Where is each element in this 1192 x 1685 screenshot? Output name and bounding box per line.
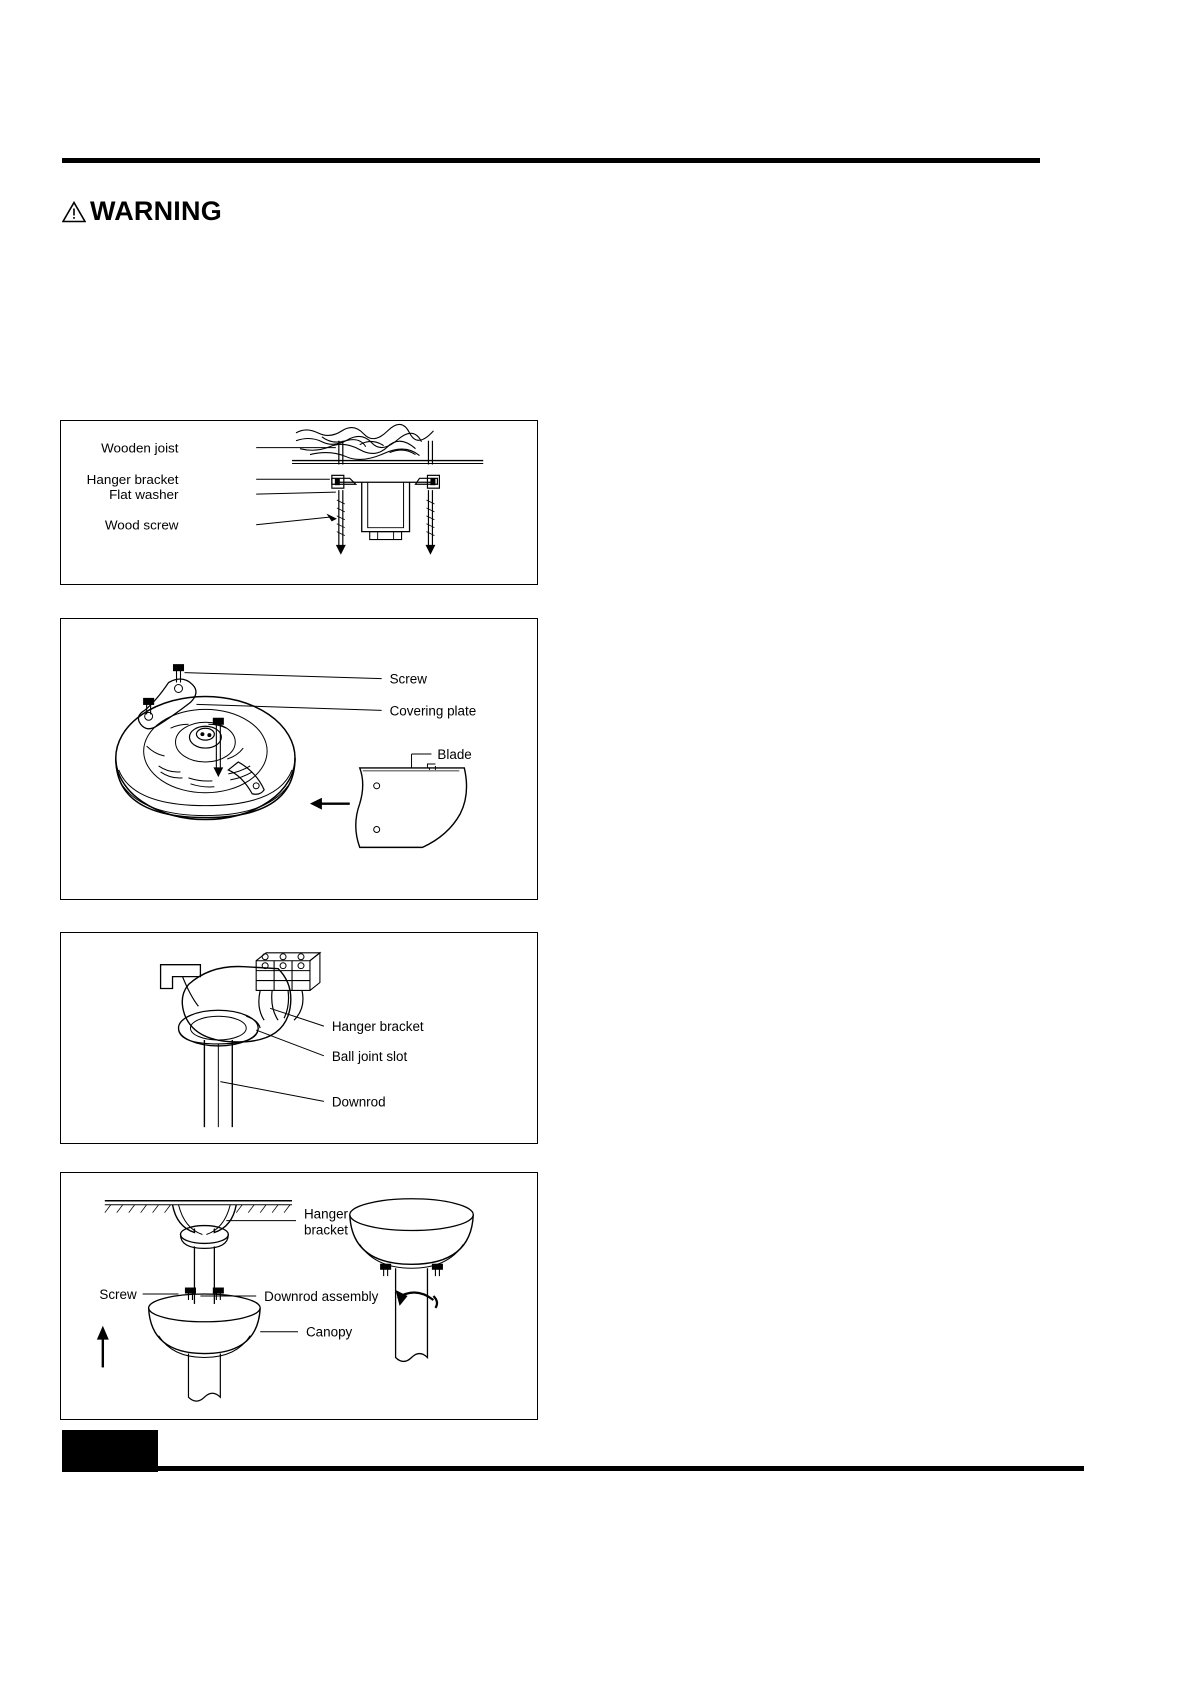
figure4-label-1: Screw [99,1286,137,1302]
figure4-label-0b: bracket [303,1222,349,1238]
footer-divider [62,1466,1084,1471]
warning-heading [62,198,222,225]
figure1-label-0: Wooden joist [101,440,179,456]
figure-ceiling-mount [60,420,538,585]
figure-ball-joint [60,932,538,1144]
figure3-label-1: Ball joint slot [331,1048,408,1064]
figure1-label-2: Flat washer [109,487,179,503]
figure3-label-2: Downrod [331,1094,386,1110]
figure4-label-3: Canopy [305,1324,353,1340]
figure-canopy [60,1172,538,1420]
figure1-label-1: Hanger bracket [86,472,179,488]
figure3-label-0: Hanger bracket [331,1019,424,1035]
figure4-label-0a: Hanger [303,1206,349,1222]
figure1-label-3: Wood screw [104,517,179,533]
figure2-label-0: Screw [389,671,427,687]
figure2-label-1: Covering plate [389,703,477,719]
figure2-label-2: Blade [437,747,472,762]
warning-triangle-icon [62,201,86,223]
warning-label: WARNING [90,196,222,226]
figure4-label-2: Downrod assembly [264,1288,379,1304]
figure-blade-attach [60,618,538,900]
header-divider [62,158,1040,163]
